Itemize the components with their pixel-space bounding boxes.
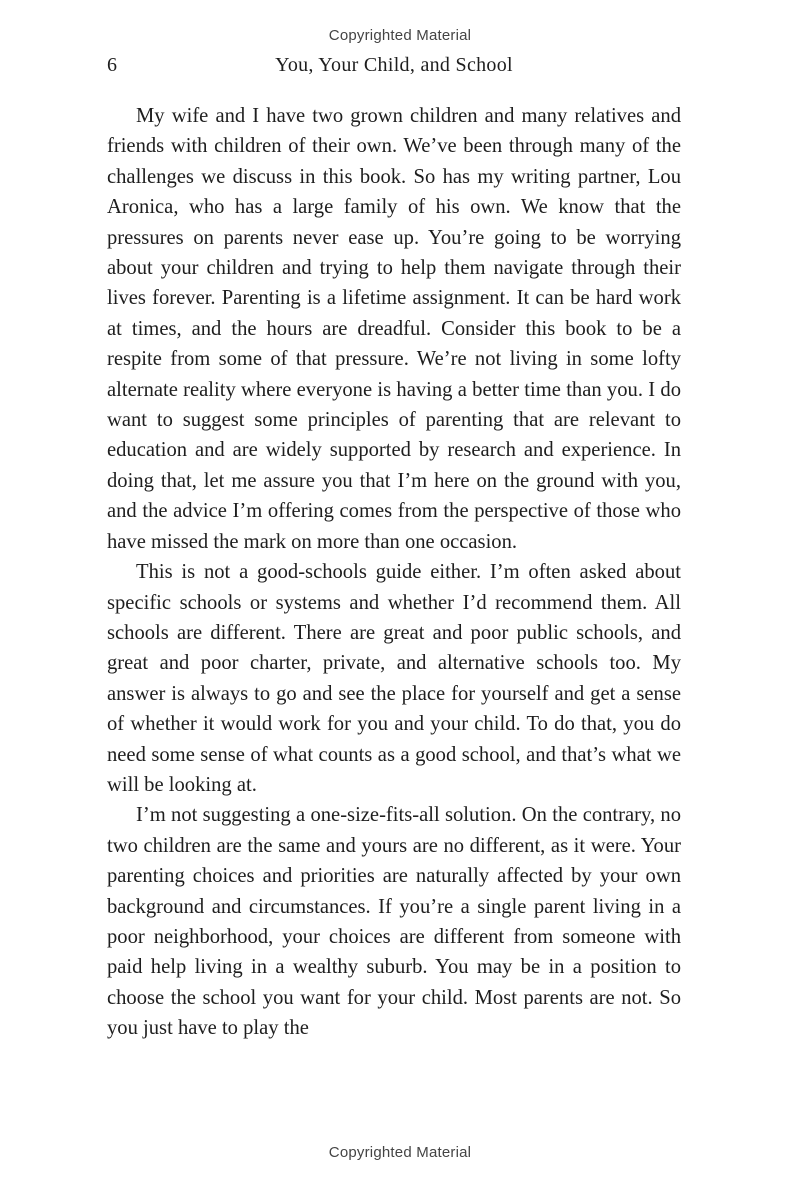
page-number: 6 xyxy=(107,54,118,76)
paragraph: I’m not suggesting a one-size-fits-all solution. On the contrary, no two children are the same and yours are no different, as it were. Your parenting choices and priorities are naturally affected by your own background and circumstances. If you’re a single parent living in a poor neighborhood, your choices are different from someone with paid help living in a wealthy suburb. You may be in a position to choose the school you want for your child. Most parents are not. So you just have to play the xyxy=(107,804,681,1040)
running-title: You, Your Child, and School xyxy=(275,54,513,76)
body-text xyxy=(107,101,681,1044)
running-head xyxy=(107,54,681,80)
paragraph: My wife and I have two grown children and many relatives and friends with children of their own. We’ve been through many of the challenges we discuss in this book. So has my writing partner, Lou Aronica, who has a large family of his own. We know that the pressures on parents never ease up. You’re going to be worrying about your children and trying to help them navigate through their lives forever. Parenting is a lifetime assignment. It can be hard work at times, and the hours are dreadful. Consider this book to be a respite from some of that pressure. We’re not living in some lofty alternate reality where everyone is having a better time than you. I do want to suggest some principles of parenting that are relevant to education and are widely supported by research and experience. In doing that, let me assure you that I’m here on the ground with you, and the advice I’m offering comes from the perspective of those who have missed the mark on more than one occasion. xyxy=(107,105,681,553)
copyright-watermark-top: Copyrighted Material xyxy=(328,27,472,44)
paragraph: This is not a good-schools guide either. I’m often asked about specific schools or systems and whether I’d recommend them. All schools are different. There are great and poor public schools, and great and poor charter, private, and alternative schools too. My answer is always to go and see the place for yourself and get a sense of whether it would work for you and your child. To do that, you do need some sense of what counts as a good school, and that’s what we will be looking at. xyxy=(107,561,681,796)
copyright-watermark-bottom: Copyrighted Material xyxy=(328,1144,472,1161)
